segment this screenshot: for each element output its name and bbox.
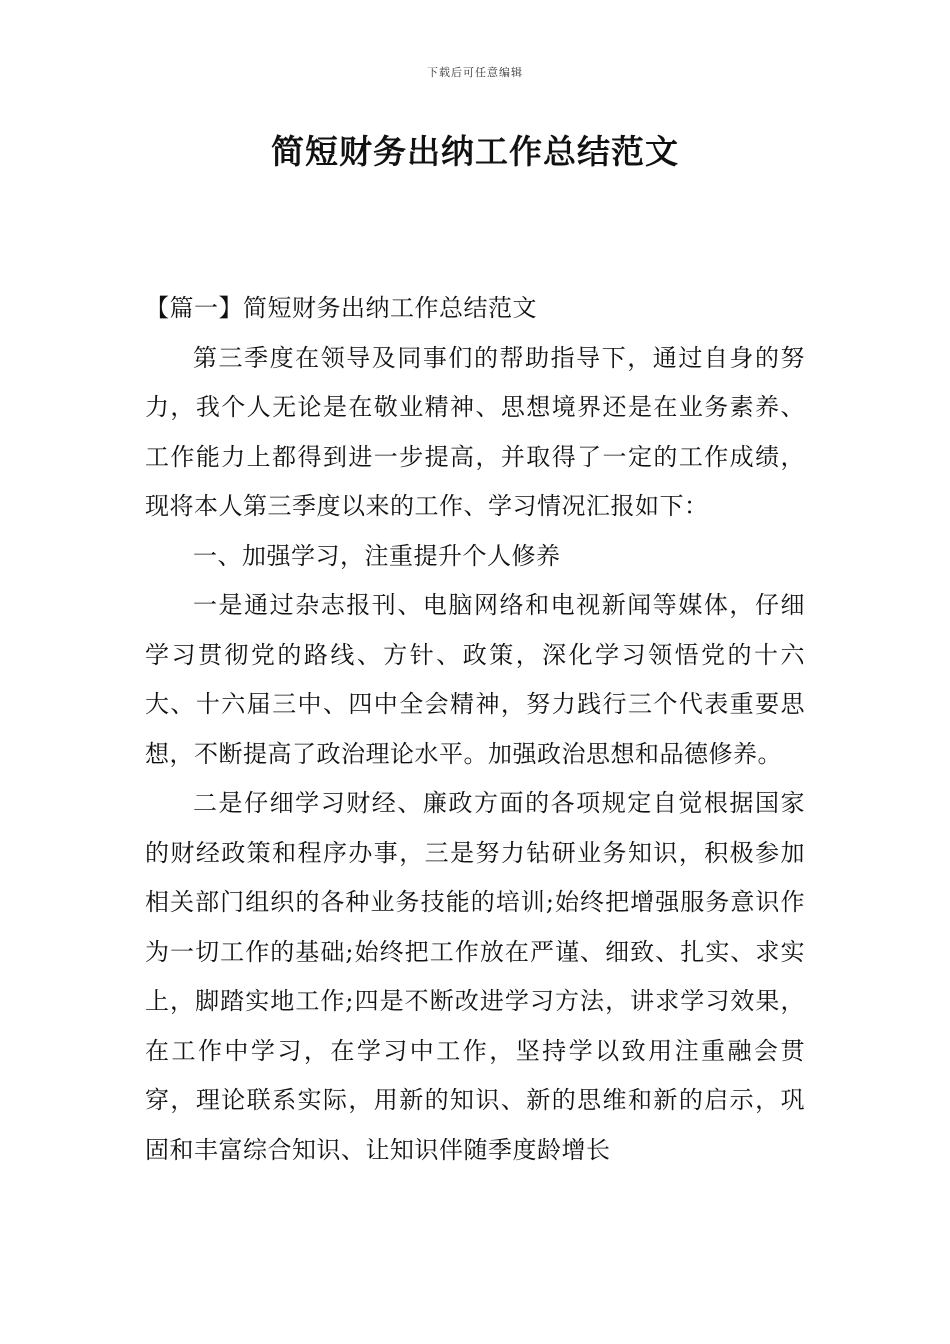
paragraph-first-point: 一是通过杂志报刊、电脑网络和电视新闻等媒体，仔细学习贯彻党的路线、方针、政策，深化学习领悟党的十六大、十六届三中、四中全会精神，努力践行三个代表重要思想，不断提高了政治理论水平。加强政治思想和品德修养。 — [145, 591, 805, 768]
paragraph-second-point: 二是仔细学习财经、廉政方面的各项规定自觉根据国家的财经政策和程序办事，三是努力钻研业务知识，积极参加相关部门组织的各种业务技能的培训;始终把增强服务意识作为一切工作的基础;始终把工作放在严谨、细致、扎实、求实上，脚踏实地工作;四是不断改进学习方法，讲求学习效果，在工作中学习，在学习中工作，坚持学以致用注重融会贯穿，理论联系实际，用新的知识、新的思维和新的启示，巩固和丰富综合知识、让知识伴随季度龄增长 — [145, 789, 805, 1164]
document-title: 简短财务出纳工作总结范文 — [271, 132, 679, 171]
section-heading: 【篇一】简短财务出纳工作总结范文 — [145, 294, 537, 322]
header-note: 下载后可任意编辑 — [427, 66, 523, 79]
document-body — [145, 284, 805, 1175]
subheading-study: 一、加强学习，注重提升个人修养 — [193, 541, 561, 570]
paragraph-intro: 第三季度在领导及同事们的帮助指导下，通过自身的努力，我个人无论是在敬业精神、思想境界还是在业务素养、工作能力上都得到进一步提高，并取得了一定的工作成绩，现将本人第三季度以来的工作、学习情况汇报如下： — [145, 343, 805, 520]
